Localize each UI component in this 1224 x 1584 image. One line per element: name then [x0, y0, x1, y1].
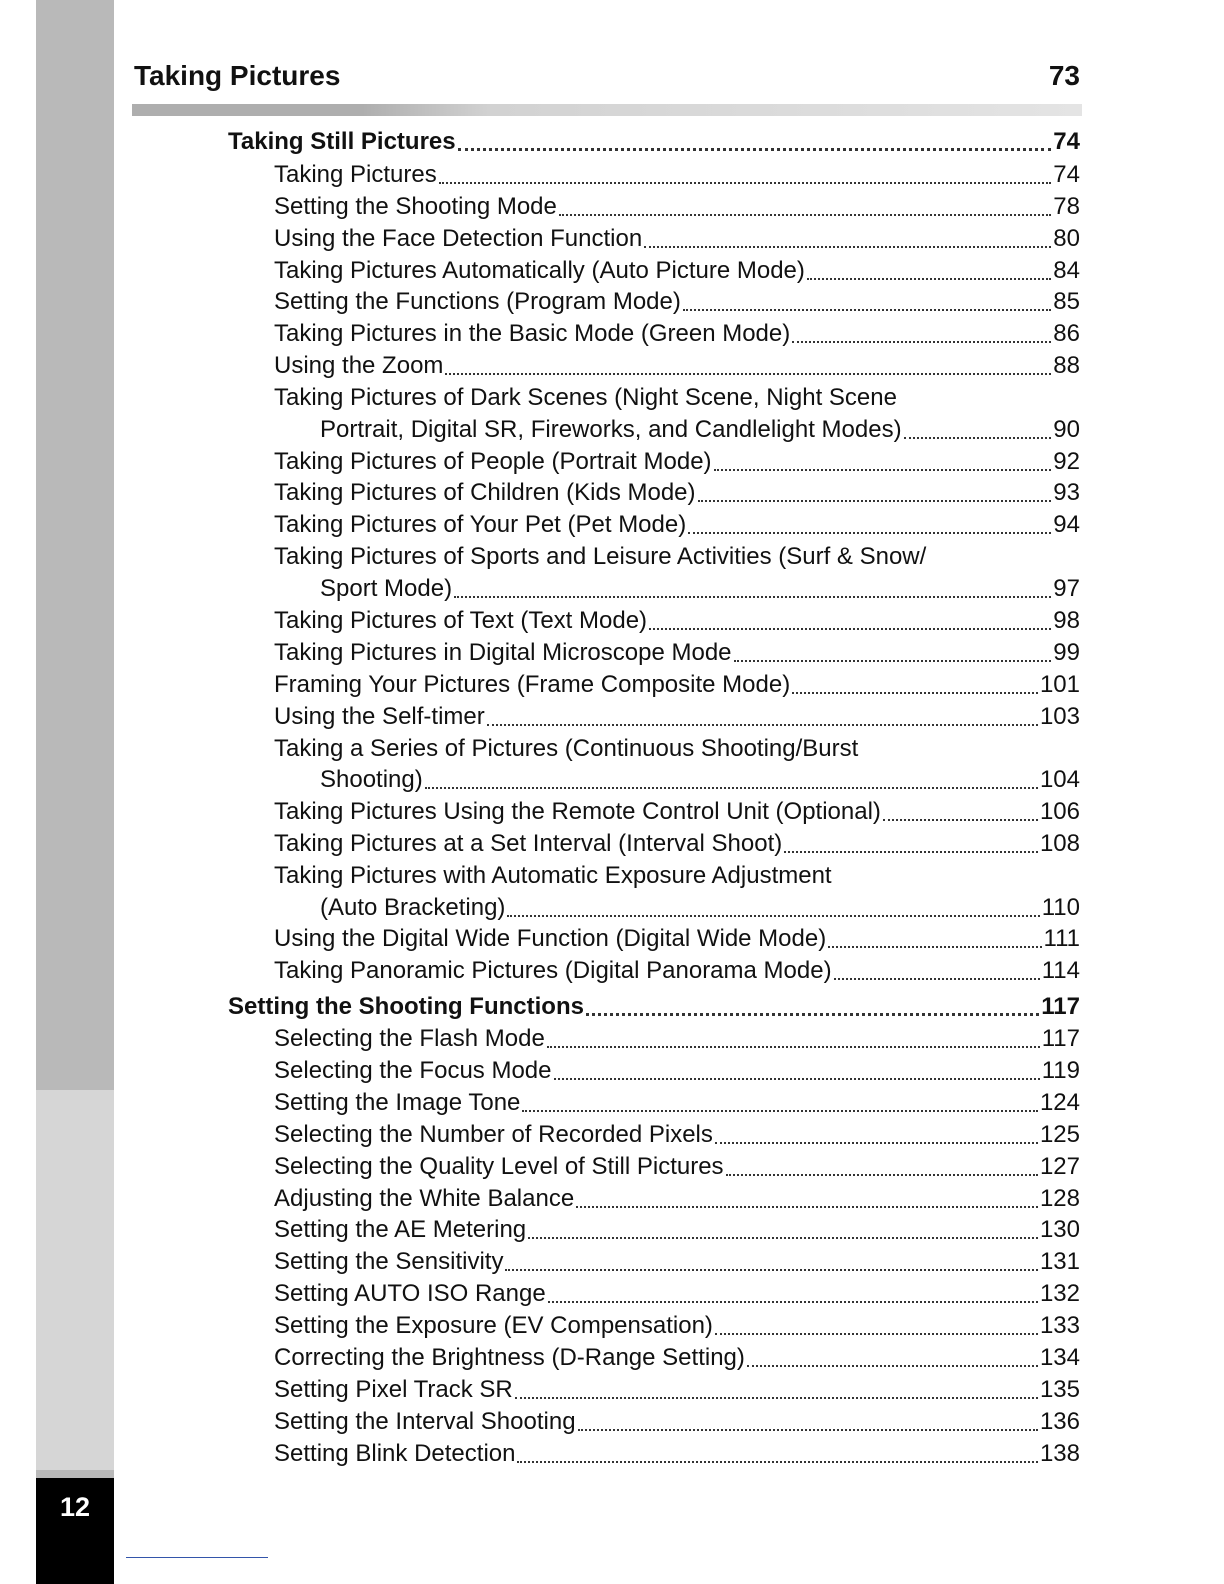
toc-entry[interactable] [274, 1023, 1080, 1055]
toc-entry[interactable] [274, 1214, 1080, 1246]
toc-entry-title: Taking Pictures in the Basic Mode (Green Mode) [274, 320, 791, 347]
toc-leader-dots [828, 946, 1041, 948]
toc-entry-page: 136 [1039, 1408, 1080, 1435]
toc-entry-title: Shooting) [320, 766, 423, 793]
toc-entry-title: Taking Still Pictures [228, 128, 456, 155]
toc-entry-page: 99 [1053, 639, 1080, 666]
toc-entry-title: Taking a Series of Pictures (Continuous Shooting/Burst [274, 735, 859, 762]
toc-entry[interactable] [274, 1055, 1080, 1087]
toc-entry-page: 97 [1053, 575, 1080, 602]
toc-entry-page: 106 [1039, 798, 1080, 825]
toc-entry[interactable] [274, 1151, 1080, 1183]
toc-entry-page: 86 [1053, 320, 1080, 347]
toc-entry-title: Taking Pictures Using the Remote Control Unit (Optional) [274, 798, 881, 825]
toc-leader-dots [792, 692, 1038, 694]
toc-entry-page: 117 [1041, 993, 1080, 1020]
toc-entry[interactable] [274, 860, 1080, 892]
toc-entry[interactable] [274, 1246, 1080, 1278]
toc-entry[interactable] [274, 573, 1080, 605]
toc-leader-dots [784, 851, 1038, 853]
chapter-rule [132, 104, 1082, 116]
toc-entry-page: 119 [1041, 1057, 1080, 1084]
toc-entry-page: 94 [1053, 511, 1080, 538]
toc-entry-title: Taking Pictures of Text (Text Mode) [274, 607, 648, 634]
toc-entry-title: Setting the Image Tone [274, 1089, 521, 1116]
toc-entry-page: 135 [1039, 1376, 1080, 1403]
toc-entry-page: 92 [1053, 448, 1080, 475]
toc-leader-dots [715, 1333, 1038, 1335]
toc-leader-dots [807, 278, 1051, 280]
toc-entry[interactable] [274, 286, 1080, 318]
toc-entry[interactable] [274, 923, 1080, 955]
toc-entry[interactable] [274, 1119, 1080, 1151]
toc-entry-title: Using the Self-timer [274, 703, 485, 730]
toc-entry[interactable] [274, 669, 1080, 701]
toc-entry-page: 98 [1053, 607, 1080, 634]
toc-entry-title: Portrait, Digital SR, Fireworks, and Candlelight Modes) [320, 416, 902, 443]
toc-entry-title: Taking Pictures of Dark Scenes (Night Scene, Night Scene [274, 384, 897, 411]
toc-entry-page: 103 [1039, 703, 1080, 730]
toc-entry-title: Taking Panoramic Pictures (Digital Panorama Mode) [274, 957, 832, 984]
toc-leader-dots [715, 1142, 1038, 1144]
toc-entry-page: 104 [1039, 766, 1080, 793]
toc-entry-title: Setting the Shooting Mode [274, 193, 557, 220]
page-number-box [36, 1478, 114, 1584]
toc-leader-dots [548, 1301, 1038, 1303]
toc-entry-title: Setting Blink Detection [274, 1440, 516, 1467]
toc-entry-page: 138 [1039, 1440, 1080, 1467]
toc-leader-dots [454, 596, 1051, 598]
toc-entry[interactable] [274, 733, 1080, 765]
toc-entry-title: Setting the Exposure (EV Compensation) [274, 1312, 713, 1339]
toc-entry-title: Selecting the Number of Recorded Pixels [274, 1121, 713, 1148]
toc-entry-page: 111 [1043, 925, 1080, 952]
toc-entry-title: Setting the Interval Shooting [274, 1408, 576, 1435]
footer-line [126, 1557, 268, 1558]
toc-entry[interactable] [274, 382, 1080, 414]
toc-entry-page: 125 [1039, 1121, 1080, 1148]
toc-leader-dots [458, 148, 1052, 151]
toc-entry[interactable] [274, 191, 1080, 223]
toc-entry[interactable] [274, 509, 1080, 541]
toc-entry-page: 101 [1039, 671, 1080, 698]
toc-leader-dots [747, 1365, 1038, 1367]
toc-entry[interactable] [274, 1310, 1080, 1342]
toc-entry-title: Selecting the Focus Mode [274, 1057, 552, 1084]
toc-entry-page: 133 [1039, 1312, 1080, 1339]
toc-entry-title: Taking Pictures of Children (Kids Mode) [274, 479, 696, 506]
toc-leader-dots [904, 437, 1052, 439]
toc-entry[interactable] [274, 828, 1080, 860]
toc-entry-title: Setting the Functions (Program Mode) [274, 288, 681, 315]
toc-entry-page: 114 [1041, 957, 1080, 984]
toc-entry[interactable] [274, 223, 1080, 255]
toc-leader-dots [425, 787, 1038, 789]
toc-leader-dots [883, 819, 1038, 821]
toc-entry-page: 80 [1053, 225, 1080, 252]
toc-entry-page: 128 [1039, 1185, 1080, 1212]
toc-entry-title: Setting the AE Metering [274, 1216, 527, 1243]
toc-leader-dots [726, 1174, 1038, 1176]
toc-entry-page: 134 [1039, 1344, 1080, 1371]
toc-entry-page: 132 [1039, 1280, 1080, 1307]
toc-entry-page: 88 [1053, 352, 1080, 379]
toc-entry[interactable] [274, 1087, 1080, 1119]
toc-leader-dots [515, 1397, 1038, 1399]
toc-entry-page: 84 [1053, 257, 1080, 284]
toc-leader-dots [522, 1110, 1038, 1112]
toc-entry-title: Using the Zoom [274, 352, 444, 379]
toc-entry[interactable] [274, 446, 1080, 478]
chapter-title: Taking Pictures [134, 60, 341, 91]
toc-entry-page: 85 [1053, 288, 1080, 315]
toc-leader-dots [792, 341, 1051, 343]
toc-entry-title: Using the Digital Wide Function (Digital Wide Mode) [274, 925, 827, 952]
toc-leader-dots [547, 1046, 1040, 1048]
toc-entry-title: Correcting the Brightness (D-Range Setting) [274, 1344, 745, 1371]
toc-entry[interactable] [274, 1374, 1080, 1406]
toc-leader-dots [683, 309, 1051, 311]
toc-entry[interactable] [274, 1278, 1080, 1310]
toc-section[interactable] [228, 991, 1080, 1023]
toc-entry-page: 108 [1039, 830, 1080, 857]
toc-entry[interactable] [274, 541, 1080, 573]
toc-entry-title: Taking Pictures at a Set Interval (Interval Shoot) [274, 830, 783, 857]
toc-entry-page: 127 [1039, 1153, 1080, 1180]
toc-entry[interactable] [274, 796, 1080, 828]
toc-entry-title: Selecting the Quality Level of Still Pictures [274, 1153, 724, 1180]
toc-entry[interactable] [274, 350, 1080, 382]
toc-leader-dots [698, 500, 1052, 502]
toc-entry[interactable] [274, 477, 1080, 509]
toc-leader-dots [714, 469, 1052, 471]
side-margin-bar-light [36, 1090, 114, 1470]
toc-leader-dots [586, 1013, 1039, 1016]
toc-entry-title: Taking Pictures of Sports and Leisure Activities (Surf & Snow/ [274, 543, 927, 570]
toc-entry-title: Taking Pictures with Automatic Exposure Adjustment [274, 862, 832, 889]
toc-entry-page: 78 [1053, 193, 1080, 220]
toc-section[interactable] [228, 126, 1080, 158]
toc-entry-page: 131 [1039, 1248, 1080, 1275]
toc-leader-dots [649, 628, 1051, 630]
toc-leader-dots [734, 660, 1052, 662]
toc-entry[interactable] [274, 892, 1080, 924]
toc-entry-page: 74 [1053, 128, 1080, 155]
toc-leader-dots [487, 724, 1038, 726]
toc-entry-title: (Auto Bracketing) [320, 894, 506, 921]
toc-entry[interactable] [274, 1406, 1080, 1438]
toc-entry-page: 124 [1039, 1089, 1080, 1116]
toc-entry[interactable] [274, 414, 1080, 446]
toc-entry-title: Adjusting the White Balance [274, 1185, 575, 1212]
toc-leader-dots [576, 1206, 1038, 1208]
toc-entry[interactable] [274, 1438, 1080, 1470]
toc-leader-dots [517, 1461, 1037, 1463]
toc-entry-title: Taking Pictures [274, 161, 437, 188]
toc-leader-dots [688, 532, 1051, 534]
toc-entry-page: 117 [1041, 1025, 1080, 1052]
toc-entry-title: Setting AUTO ISO Range [274, 1280, 546, 1307]
toc-entry-title: Taking Pictures Automatically (Auto Picture Mode) [274, 257, 805, 284]
toc-entry-page: 74 [1053, 161, 1080, 188]
toc-entry-title: Taking Pictures in Digital Microscope Mode [274, 639, 732, 666]
toc-entry-title: Selecting the Flash Mode [274, 1025, 545, 1052]
toc-leader-dots [559, 214, 1051, 216]
toc-entry-title: Taking Pictures of Your Pet (Pet Mode) [274, 511, 687, 538]
toc-entry[interactable] [274, 605, 1080, 637]
chapter-page-number: 73 [1048, 60, 1080, 91]
toc-entry-page: 130 [1039, 1216, 1080, 1243]
toc-entry-title: Setting the Sensitivity [274, 1248, 504, 1275]
toc-entry-page: 90 [1053, 416, 1080, 443]
toc-leader-dots [507, 915, 1039, 917]
toc-leader-dots [439, 182, 1052, 184]
toc-leader-dots [528, 1237, 1038, 1239]
toc-entry[interactable] [274, 637, 1080, 669]
toc-entry-page: 93 [1053, 479, 1080, 506]
page-number: 12 [59, 1492, 91, 1522]
toc-leader-dots [578, 1429, 1038, 1431]
toc-leader-dots [834, 978, 1040, 980]
toc-entry[interactable] [274, 1342, 1080, 1374]
toc-entry[interactable] [274, 159, 1080, 191]
toc-entry-title: Taking Pictures of People (Portrait Mode) [274, 448, 712, 475]
toc-entry[interactable] [274, 955, 1080, 987]
toc-entry-title: Sport Mode) [320, 575, 453, 602]
toc-entry[interactable] [274, 255, 1080, 287]
toc-entry-title: Using the Face Detection Function [274, 225, 643, 252]
toc-leader-dots [554, 1078, 1040, 1080]
toc-leader-dots [505, 1269, 1038, 1271]
toc-entry-title: Setting the Shooting Functions [228, 993, 584, 1020]
toc-entry-title: Framing Your Pictures (Frame Composite Mode) [274, 671, 791, 698]
side-margin-bar [36, 0, 114, 1584]
toc-entry-title: Setting Pixel Track SR [274, 1376, 513, 1403]
toc-entry[interactable] [274, 764, 1080, 796]
toc-entry[interactable] [274, 318, 1080, 350]
toc-entry-page: 110 [1041, 894, 1080, 921]
toc-entry[interactable] [274, 1183, 1080, 1215]
toc-entry[interactable] [274, 701, 1080, 733]
toc-leader-dots [445, 373, 1051, 375]
toc-leader-dots [644, 246, 1051, 248]
